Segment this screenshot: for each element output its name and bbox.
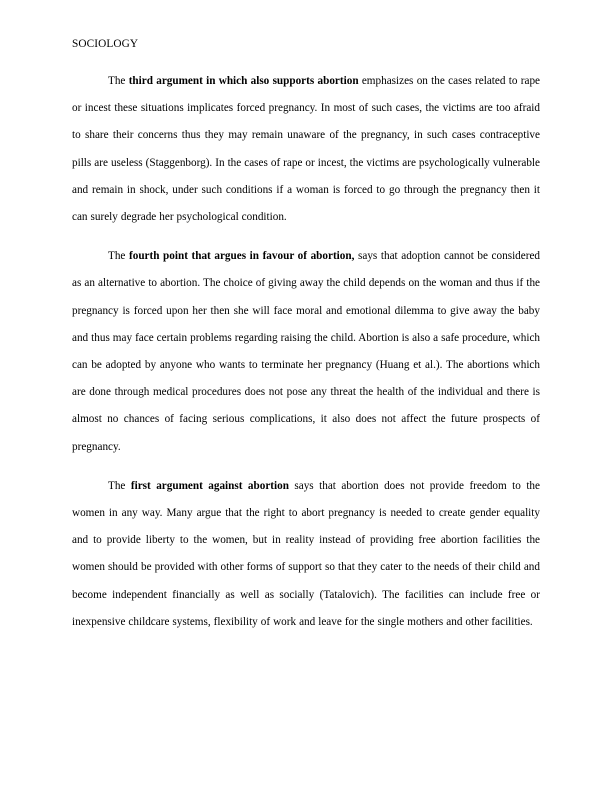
paragraph-fourth-point [72, 243, 540, 461]
paragraph-first-argument-against [72, 473, 540, 636]
paragraph-third-argument [72, 68, 540, 231]
paragraph-rest: says that abortion does not provide freedom to the women in any way. Many argue that the right to abort pregnancy is needed to create gender equality and to provide liberty to the women, but in reality instead of providing free abortion facilities the women should be provided with other forms of support so that they cater to the needs of their child and become independent financially as well as socially (Tatalovich). The facilities can include free or inexpensive childcare systems, flexibility of work and leave for the single mothers and other facilities. [72, 479, 540, 628]
paragraph-rest: emphasizes on the cases related to rape or incest these situations implicates forced pregnancy. In most of such cases, the victims are too afraid to share their concerns thus they may remain unaware of the pregnancy, in such cases contraceptive pills are useless (Staggenborg). In the cases of rape or incest, the victims are psychologically vulnerable and remain in shock, under such conditions if a woman is forced to go through the pregnancy then it can surely degrade her psychological condition. [72, 75, 540, 224]
body-text [72, 68, 540, 648]
paragraph-rest: says that adoption cannot be considered as an alternative to abortion. The choice of giving away the child depends on the woman and thus if the pregnancy is forced upon her then she will face moral and emotional dilemma to give away the baby and thus may face certain problems regarding raising the child. Abortion is also a safe procedure, which can be adopted by anyone who wants to terminate her pregnancy (Huang et al.). The abortions which are done through medical procedures does not pose any threat the health of the individual and there is almost no chances of facing serious complications, it also does not affect the future prospects of pregnancy. [72, 250, 541, 453]
paragraph-lead: The [108, 479, 131, 492]
paragraph-lead: The [108, 250, 129, 263]
paragraph-bold-phrase: first argument against abortion [130, 479, 289, 492]
running-head: SOCIOLOGY [72, 38, 139, 50]
paragraph-lead: The [108, 75, 129, 87]
paragraph-bold-phrase: fourth point that argues in favour of abortion, [129, 250, 355, 263]
paragraph-bold-phrase: third argument in which also supports abortion [128, 75, 359, 87]
